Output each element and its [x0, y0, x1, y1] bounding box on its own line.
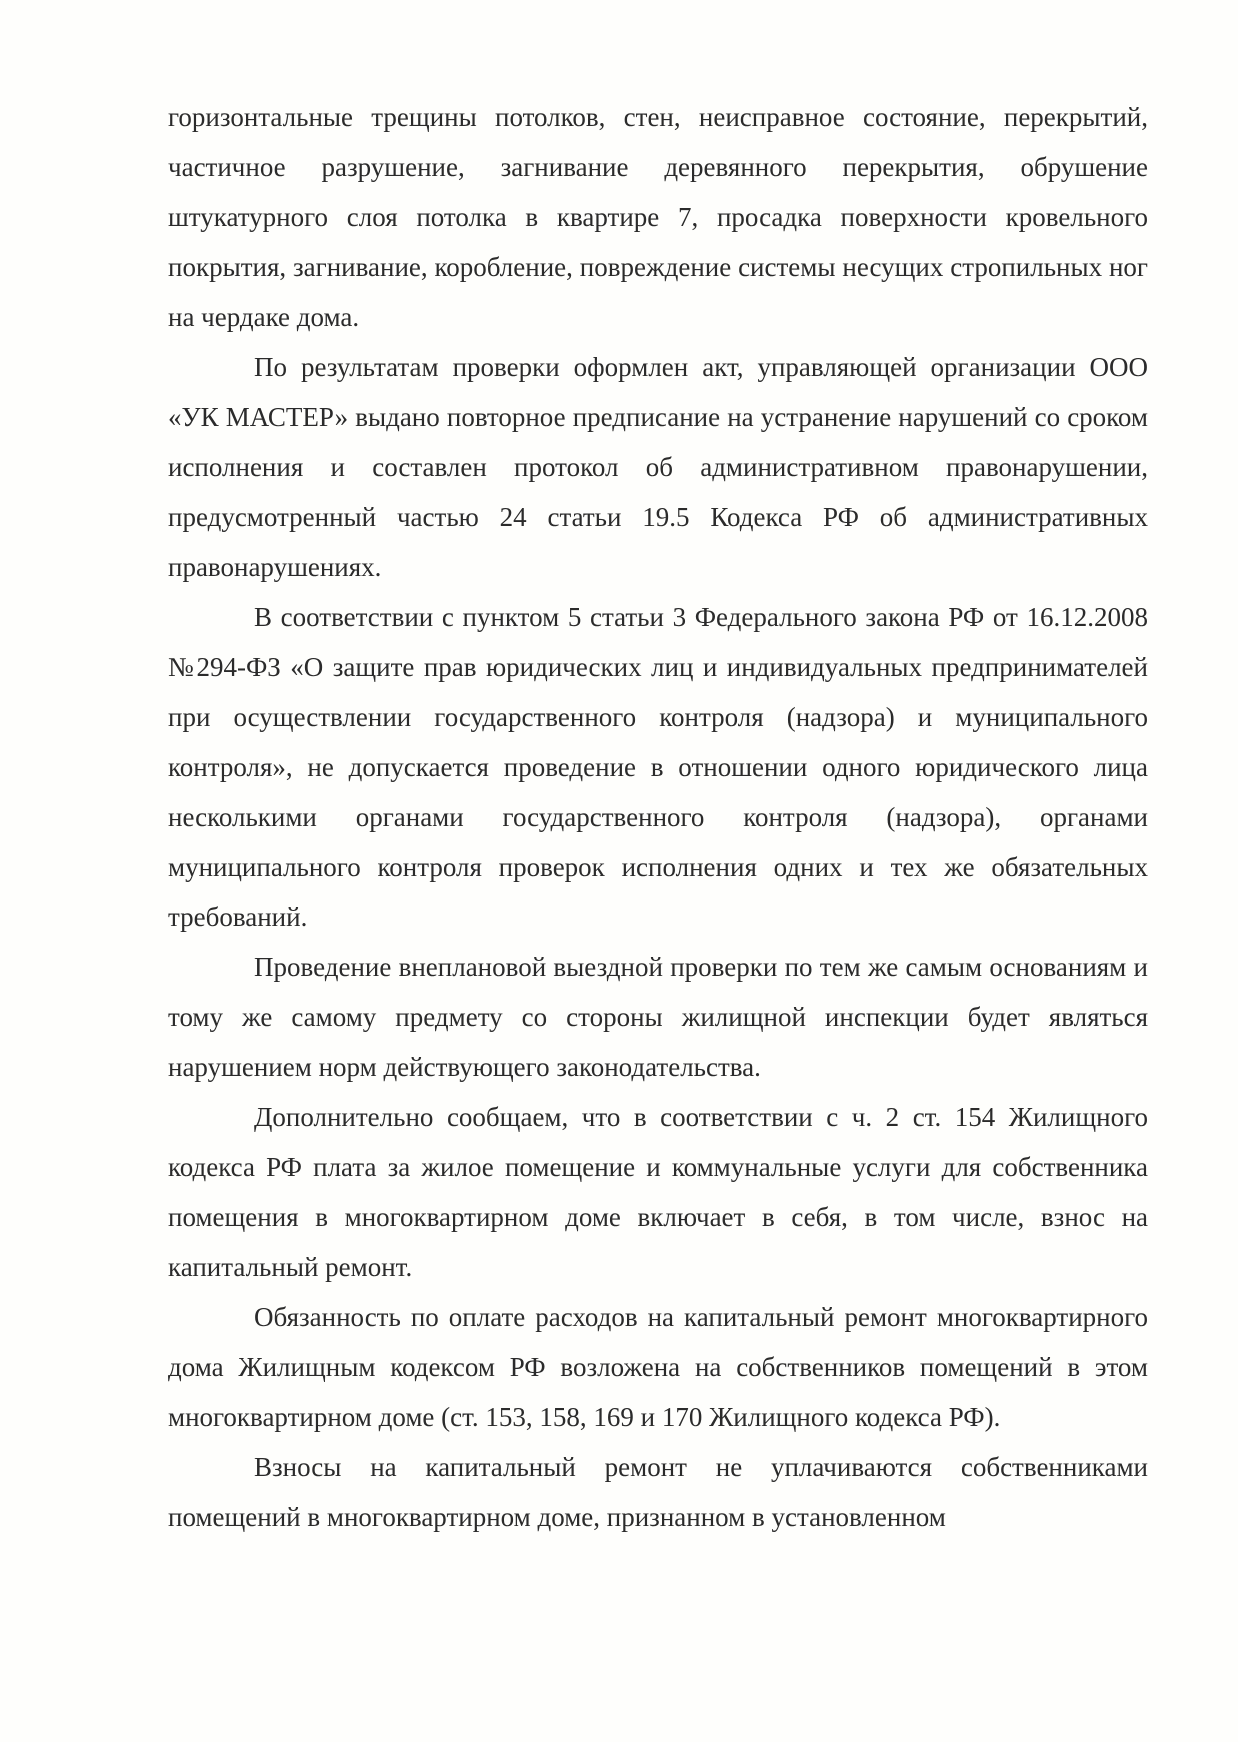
paragraph-federal-law-reference: В соответствии с пунктом 5 статьи 3 Федерального закона РФ от 16.12.2008 №294-ФЗ «О защите прав юридических лиц и индивидуальных предпринимателей при осуществлении государственного контроля (надзора) и муниципального контроля», не допускается проведение в отношении одного юридического лица несколькими органами государственного контроля (надзора), органами муниципального контроля проверок исполнения одних и тех же обязательных требований.: [168, 602, 1148, 932]
paragraph-housing-code-payment: Дополнительно сообщаем, что в соответствии с ч. 2 ст. 154 Жилищного кодекса РФ плата за жилое помещение и коммунальные услуги для собственника помещения в многоквартирном доме включает в себя, в том числе, взнос на капитальный ремонт.: [168, 1102, 1148, 1282]
paragraph-inspection-results: По результатам проверки оформлен акт, управляющей организации ООО «УК МАСТЕР» выдано повторное предписание на устранение нарушений со сроком исполнения и составлен протокол об административном правонарушении, предусмотренный частью 24 статьи 19.5 Кодекса РФ об административных правонарушениях.: [168, 352, 1148, 582]
paragraph-defects-list: горизонтальные трещины потолков, стен, неисправное состояние, перекрытий, частичное разрушение, загнивание деревянного перекрытия, обрушение штукатурного слоя потолка в квартире 7, просадка поверхности кровельного покрытия, загнивание, коробление, повреждение системы несущих стропильных ног на чердаке дома.: [168, 102, 1148, 332]
document-body: [168, 92, 1148, 1542]
paragraph-owner-obligation: Обязанность по оплате расходов на капитальный ремонт многоквартирного дома Жилищным кодексом РФ возложена на собственников помещений в этом многоквартирном доме (ст. 153, 158, 169 и 170 Жилищного кодекса РФ).: [168, 1302, 1148, 1432]
paragraph-unscheduled-inspection: Проведение внеплановой выездной проверки по тем же самым основаниям и тому же самому предмету со стороны жилищной инспекции будет являться нарушением норм действующего законодательства.: [168, 952, 1148, 1082]
paragraph-contributions-exemption: Взносы на капитальный ремонт не уплачиваются собственниками помещений в многоквартирном доме, признанном в установленном: [168, 1452, 1148, 1532]
